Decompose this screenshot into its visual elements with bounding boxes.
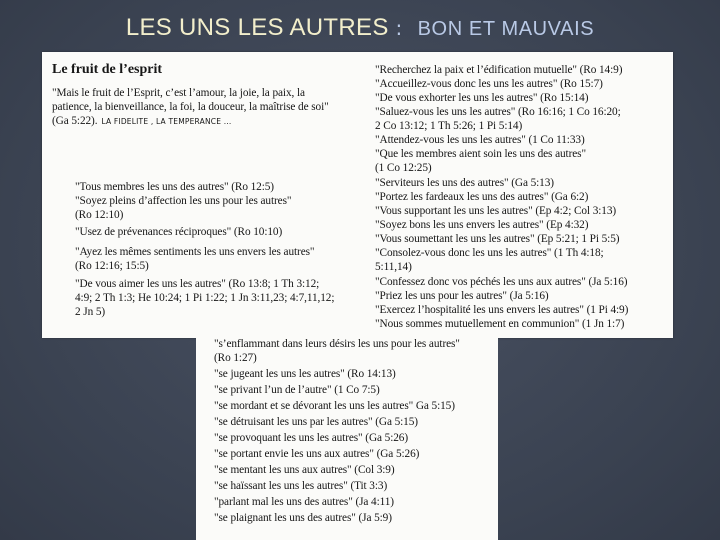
right-list-item: "Accueillez-vous donc les uns les autres" (Ro 15:7) <box>375 78 603 90</box>
left-list-item: (Ro 12:10) <box>75 209 124 221</box>
bad-list-item: "se plaignant les uns des autres" (Ja 5:9) <box>214 512 392 524</box>
bad-list-item: "s’enflammant dans leurs désirs les uns pour les autres" <box>214 338 460 350</box>
fruit-title: Le fruit de l’esprit <box>52 62 163 77</box>
left-list-item: 2 Jn 5) <box>75 306 106 318</box>
left-list-item: 4:9; 2 Th 1:3; He 10:24; 1 Pi 1:22; 1 Jn 3:11,23; 4:7,11,12; <box>75 292 335 304</box>
bad-list-item: "se mentant les uns aux autres" (Col 3:9) <box>214 464 395 476</box>
fruit-ref: (Ga 5:22). <box>52 115 98 127</box>
fruit-line: "Mais le fruit de l’Esprit, c’est l’amour, la joie, la paix, la <box>52 87 305 99</box>
bad-list-item: "se mordant et se dévorant les uns les autres" Ga 5:15) <box>214 400 455 412</box>
title-separator: : <box>388 16 410 40</box>
right-list-item: "Nous sommes mutuellement en communion" (1 Jn 1:7) <box>375 318 625 330</box>
right-list-item: "Confessez donc vos péchés les uns aux autres" (Ja 5:16) <box>375 276 628 288</box>
right-list-item: "Serviteurs les uns des autres" (Ga 5:13) <box>375 177 554 189</box>
fruit-line: patience, la bienveillance, la foi, la douceur, la maîtrise de soi" <box>52 101 329 113</box>
slide-title <box>0 14 720 42</box>
bad-list-item: "se portant envie les uns aux autres" (Ga 5:26) <box>214 448 420 460</box>
bad-list-item: "se provoquant les uns les autres" (Ga 5:26) <box>214 432 409 444</box>
right-list-item: 5:11,14) <box>375 261 412 273</box>
right-list-item: "Saluez-vous les uns les autres" (Ro 16:16; 1 Co 16:20; <box>375 106 621 118</box>
right-list-item: "Vous supportant les uns les autres" (Ep 4:2; Col 3:13) <box>375 205 617 217</box>
left-list-item: "Usez de prévenances réciproques" (Ro 10:10) <box>75 226 283 238</box>
right-list-item: "Exercez l’hospitalité les uns envers les autres" (1 Pi 4:9) <box>375 304 629 316</box>
left-list-item: "De vous aimer les uns les autres" (Ro 13:8; 1 Th 3:12; <box>75 278 320 290</box>
scanned-panel-bad <box>196 338 498 540</box>
bad-list-item: (Ro 1:27) <box>214 352 257 364</box>
title-main: LES UNS LES AUTRES <box>125 14 389 41</box>
right-list-item: "De vous exhorter les uns les autres" (Ro 15:14) <box>375 92 589 104</box>
bad-list-item: "parlant mal les uns des autres" (Ja 4:11) <box>214 496 394 508</box>
bad-list-item: "se jugeant les uns les autres" (Ro 14:13) <box>214 368 396 380</box>
right-list-item: "Que les membres aient soin les uns des autres" <box>375 148 586 160</box>
right-list-item: "Priez les uns pour les autres" (Ja 5:16) <box>375 290 549 302</box>
fruit-ref-line <box>52 115 231 128</box>
right-list-item: "Portez les fardeaux les uns des autres" (Ga 6:2) <box>375 191 589 203</box>
title-subtitle: BON ET MAUVAIS <box>417 18 595 40</box>
left-list-item: (Ro 12:16; 15:5) <box>75 260 149 272</box>
right-list-item: "Recherchez la paix et l’édification mutuelle" (Ro 14:9) <box>375 64 623 76</box>
right-list-item: "Attendez-vous les uns les autres" (1 Co 11:33) <box>375 134 585 146</box>
scanned-panel-good <box>42 52 673 338</box>
bad-list-item: "se détruisant les uns par les autres" (Ga 5:15) <box>214 416 418 428</box>
right-list-item: 2 Co 13:12; 1 Th 5:26; 1 Pi 5:14) <box>375 120 523 132</box>
bad-list-item: "se haïssant les uns les autres" (Tit 3:3) <box>214 480 388 492</box>
bad-list-item: "se privant l’un de l’autre" (1 Co 7:5) <box>214 384 380 396</box>
left-list-item: "Soyez pleins d’affection les uns pour les autres" <box>75 195 292 207</box>
left-list-item: "Tous membres les uns des autres" (Ro 12:5) <box>75 181 274 193</box>
left-list-item: "Ayez les mêmes sentiments les uns envers les autres" <box>75 246 315 258</box>
right-list-item: "Consolez-vous donc les uns les autres" (1 Th 4:18; <box>375 247 604 259</box>
right-list-item: "Vous soumettant les uns les autres" (Ep 5:21; 1 Pi 5:5) <box>375 233 620 245</box>
right-list-item: (1 Co 12:25) <box>375 162 432 174</box>
right-list-item: "Soyez bons les uns envers les autres" (Ep 4:32) <box>375 219 589 231</box>
handwritten-annotation: LA FIDELITE , LA TEMPERANCE ... <box>101 117 232 126</box>
